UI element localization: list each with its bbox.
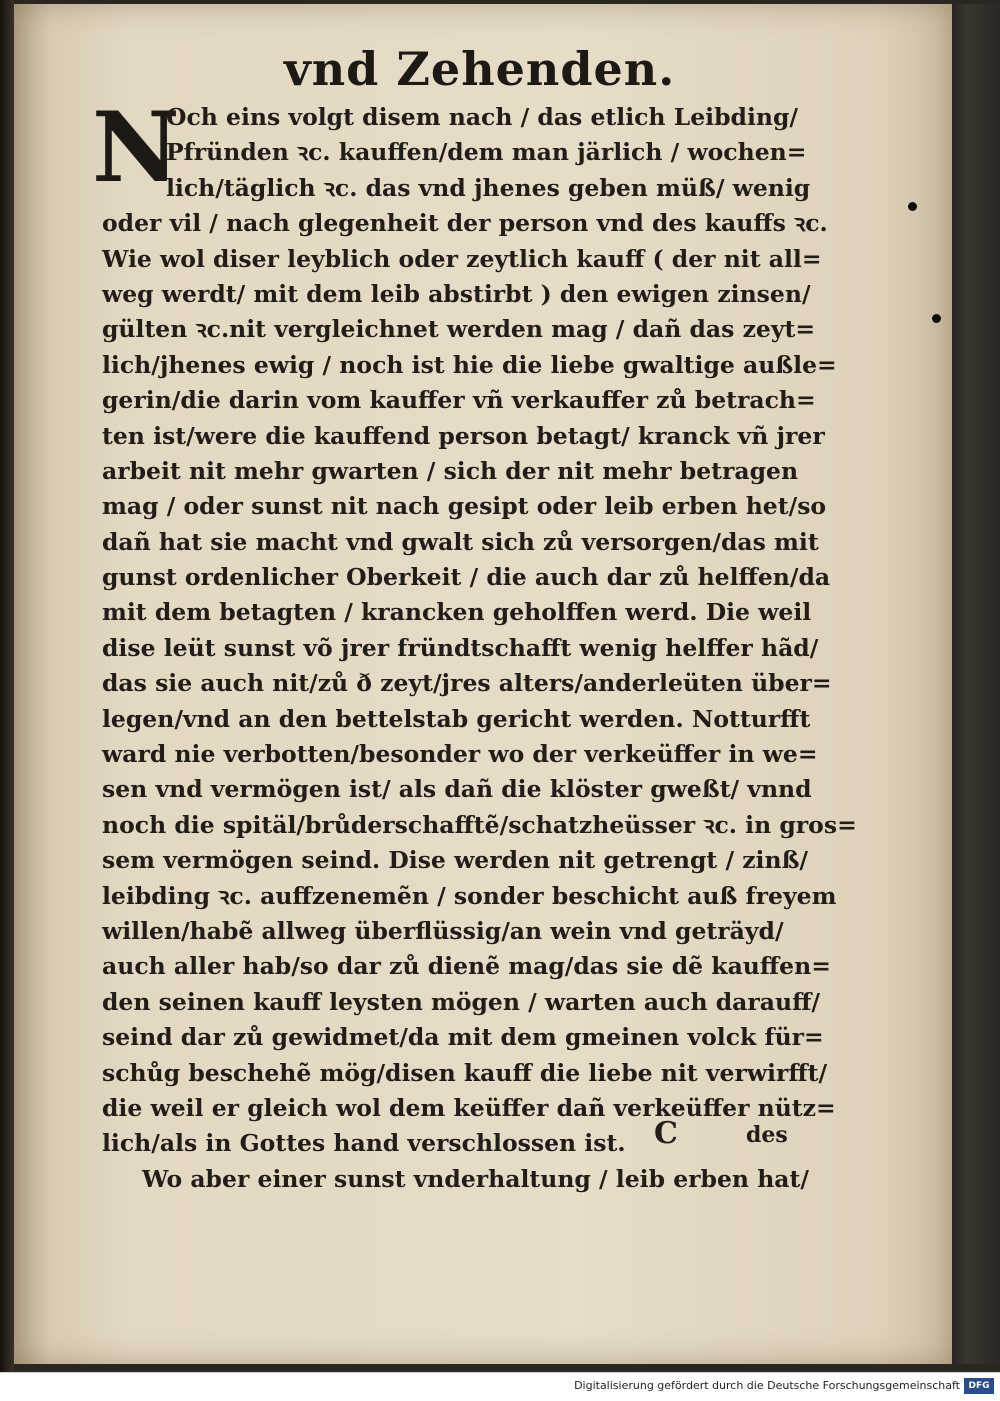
text-line: die weil er gleich wol dem keüffer dañ verkeüffer nütz= (102, 1093, 836, 1122)
text-line: gerin/die darin vom kauffer vñ verkauffer zů betrach= (102, 386, 816, 415)
body-text (102, 100, 857, 1197)
signature-mark: C (654, 1116, 678, 1151)
text-line: lich/täglich ꝛc. das vnd jhenes geben müß/ wenig (166, 173, 811, 202)
text-line: legen/vnd an den bettelstab gericht werden. Notturfft (102, 704, 811, 733)
page-edge (944, 4, 1000, 1364)
text-line: Wo aber einer sunst vnderhaltung / leib erben hat/ (142, 1164, 809, 1193)
text-line: auch aller hab/so dar zů dienẽ mag/das sie dẽ kauffen= (102, 952, 831, 981)
text-line: sem vermögen seind. Dise werden nit getrengt / zinß/ (102, 846, 809, 875)
catchword: des (746, 1122, 788, 1148)
funding-credit: Digitalisierung gefördert durch die Deutsche Forschungsgemeinschaft (574, 1379, 960, 1392)
text-line: ten ist/were die kauffend person betagt/ kranck vñ jrer (102, 421, 825, 450)
text-line: seind dar zů gewidmet/da mit dem gmeinen volck für= (102, 1023, 824, 1052)
catchline (654, 1116, 814, 1152)
ink-dot (932, 314, 941, 323)
footer-bar (0, 1372, 1000, 1401)
text-line: lich/jhenes ewig / noch ist hie die liebe gwaltige außle= (102, 350, 837, 379)
text-line: Och eins volgt disem nach / das etlich Leibding/ (166, 103, 798, 131)
text-line: oder vil / nach glegenheit der person vnd des kauffs ꝛc. (102, 209, 828, 238)
text-line: arbeit nit mehr gwarten / sich der nit mehr betragen (102, 456, 799, 485)
text-line: dise leüt sunst võ jrer fründtschafft wenig helffer hãd/ (102, 633, 819, 662)
text-line: leibding ꝛc. auffzenemẽn / sonder beschicht auß freyem (102, 881, 837, 910)
drop-initial: N (92, 91, 180, 204)
text-line: noch die spitäl/brůderschafftẽ/schatzheüsser ꝛc. in gros= (102, 810, 857, 839)
text-line: gunst ordenlicher Oberkeit / die auch dar zů helffen/da (102, 563, 831, 592)
text-line: dañ hat sie macht vnd gwalt sich zů versorgen/das mit (102, 527, 819, 556)
text-line: ward nie verbotten/besonder wo der verkeüffer in we= (102, 740, 818, 769)
text-line: mit dem betagten / krancken geholffen werd. Die weil (102, 598, 812, 627)
ink-dot (908, 202, 917, 211)
text-line: weg werdt/ mit dem leib abstirbt ) den ewigen zinsen/ (102, 279, 811, 308)
book-page (14, 4, 952, 1364)
text-line: sen vnd vermögen ist/ als dañ die klöster gweßt/ vnnd (102, 775, 812, 804)
text-line: den seinen kauff leysten mögen / warten auch darauff/ (102, 987, 820, 1016)
binding-gutter (0, 0, 14, 1372)
running-head: vnd Zehenden. (284, 42, 676, 96)
text-line: das sie auch nit/zů ð zeyt/jres alters/anderleüten über= (102, 669, 832, 698)
text-line: Pfründen ꝛc. kauffen/dem man järlich / wochen= (166, 138, 807, 167)
text-line: gülten ꝛc.nit vergleichnet werden mag / dañ das zeyt= (102, 315, 816, 344)
text-line: mag / oder sunst nit nach gesipt oder leib erben het/so (102, 492, 827, 521)
text-line: willen/habẽ allweg überflüssig/an wein vnd geträyd/ (102, 916, 784, 945)
dfg-logo-icon: DFG (964, 1378, 994, 1394)
text-line: lich/als in Gottes hand verschlossen ist. (102, 1129, 626, 1158)
text-line: schůg beschehẽ mög/disen kauff die liebe nit verwirfft/ (102, 1058, 828, 1087)
text-line: Wie wol diser leyblich oder zeytlich kauff ( der nit all= (102, 244, 822, 273)
